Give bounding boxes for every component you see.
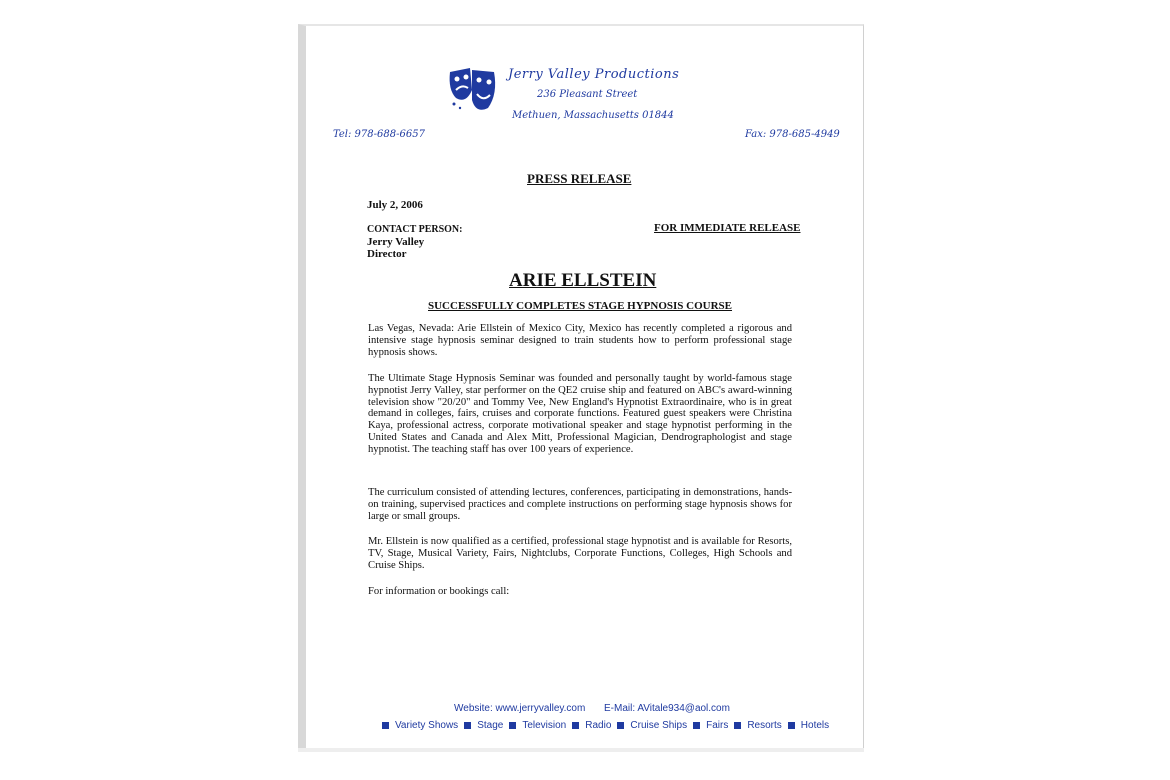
service-item — [734, 720, 781, 731]
service-label: Television — [522, 720, 567, 731]
bullet-square-icon — [693, 722, 700, 729]
bullet-square-icon — [617, 722, 624, 729]
service-item — [464, 720, 503, 731]
body-paragraph-1: Las Vegas, Nevada: Arie Ellstein of Mexico City, Mexico has recently completed a rigorous and intensive stage hypnosis seminar designed to train students how to perform professional stage hypnosis shows. — [368, 323, 792, 358]
bullet-square-icon — [509, 722, 516, 729]
subheadline: SUCCESSFULLY COMPLETES STAGE HYPNOSIS COURSE — [428, 300, 733, 312]
bullet-square-icon — [788, 722, 795, 729]
service-item — [617, 720, 687, 731]
contact-name: Jerry Valley — [367, 236, 425, 248]
company-name: Jerry Valley Productions — [508, 67, 680, 82]
immediate-release-label: FOR IMMEDIATE RELEASE — [654, 222, 801, 234]
service-item — [693, 720, 728, 731]
street-address: 236 Pleasant Street — [537, 89, 638, 100]
bullet-square-icon — [382, 722, 389, 729]
body-paragraph-4: Mr. Ellstein is now qualified as a certified, professional stage hypnotist and is available for Resorts, TV, Stage, Musical Variety, Fairs, Nightclubs, Corporate Functions, Colleges, High Schools and Cruise Ships. — [368, 536, 792, 571]
service-item — [788, 720, 829, 731]
telephone: Tel: 978-688-6657 — [333, 129, 425, 140]
contact-label: CONTACT PERSON: — [367, 224, 463, 235]
service-label: Stage — [477, 720, 504, 731]
body-paragraph-2: The Ultimate Stage Hypnosis Seminar was founded and personally taught by world-famous stage hypnotist Jerry Valley, star performer on the QE2 cruise ship and featured on ABC's award-winning television show "20/20" and Tommy Vee, New England's Hypnotist Extraordinaire, who is in great demand in colleges, fairs, cruises and corporate functions. Featured guest speakers were Christina Kaya, professional actress, corporate motivational speaker and stage hypnotist performing in the United States and Canada and Alex Mitt, Professional Magician, Dendrographologist and stage hypnotist. The teaching staff has over 100 years of experience. — [368, 373, 792, 455]
headline: ARIE ELLSTEIN — [509, 270, 657, 291]
page-edge-shadow — [298, 748, 864, 752]
service-label: Radio — [585, 720, 612, 731]
fax-number: Fax: 978-685-4949 — [745, 129, 840, 140]
service-label: Resorts — [747, 720, 782, 731]
service-label: Variety Shows — [395, 720, 459, 731]
service-item — [509, 720, 566, 731]
bullet-square-icon — [734, 722, 741, 729]
body-paragraph-5: For information or bookings call: — [368, 586, 510, 597]
body-paragraph-3: The curriculum consisted of attending lectures, conferences, participating in demonstrations, hands-on training, supervised practices and complete instructions on performing stage hypnosis shows for large or small groups. — [368, 487, 792, 522]
email-address: E-Mail: AVitale934@aol.com — [604, 703, 730, 714]
website-link: Website: www.jerryvalley.com — [454, 703, 586, 714]
service-item — [572, 720, 611, 731]
bullet-square-icon — [572, 722, 579, 729]
theater-masks-logo-icon — [446, 64, 500, 116]
service-label: Fairs — [706, 720, 729, 731]
services-list — [382, 720, 835, 731]
service-label: Cruise Ships — [630, 720, 688, 731]
bullet-square-icon — [464, 722, 471, 729]
press-release-title: PRESS RELEASE — [527, 171, 632, 186]
service-label: Hotels — [800, 720, 830, 731]
contact-title: Director — [367, 248, 407, 260]
service-item — [382, 720, 458, 731]
release-date: July 2, 2006 — [367, 199, 423, 211]
city-address: Methuen, Massachusetts 01844 — [512, 110, 674, 121]
